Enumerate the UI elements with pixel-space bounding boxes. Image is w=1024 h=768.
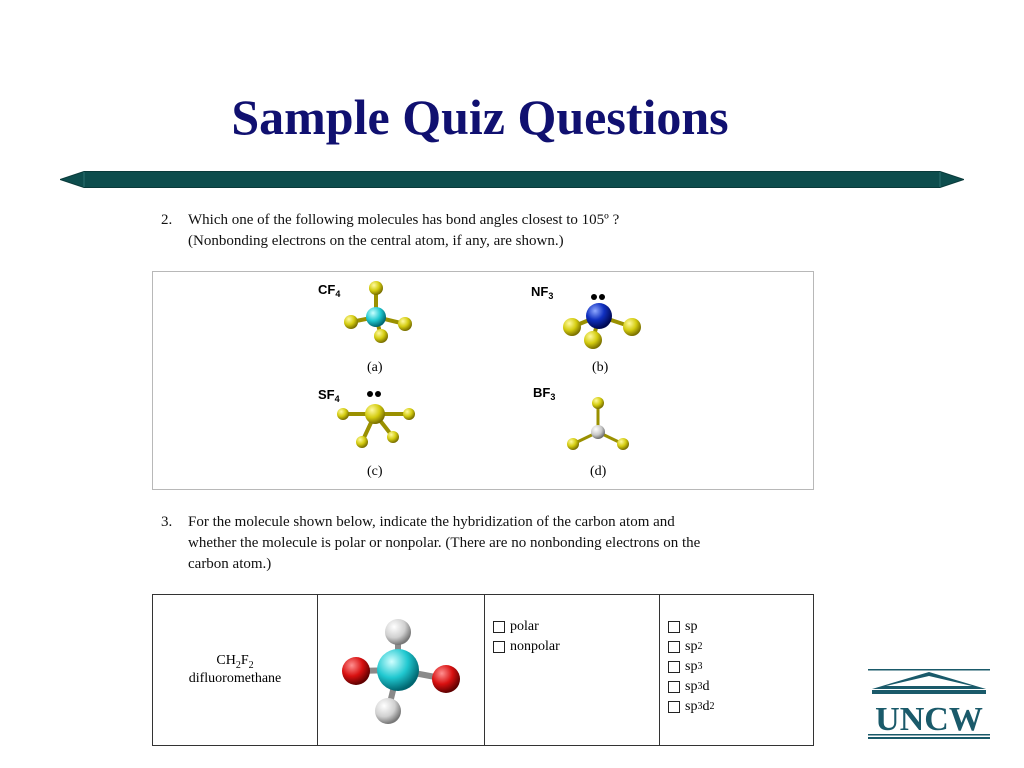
question-3-line-1: For the molecule shown below, indicate the hybridization of the carbon atom and xyxy=(188,514,675,530)
question-2-line-2: (Nonbonding electrons on the central atom, if any, are shown.) xyxy=(188,233,564,249)
hybridization-options-cell xyxy=(660,595,814,746)
molecule-b-nf3 xyxy=(531,284,641,375)
question-3-number: 3. xyxy=(161,514,173,530)
option-nonpolar[interactable]: nonpolar xyxy=(493,637,659,657)
option-sp[interactable]: sp xyxy=(668,617,813,637)
molecule-name-cell xyxy=(153,595,318,746)
molecule-a-formula: $CF_4$ xyxy=(318,282,341,299)
molecule-c-sf4 xyxy=(318,387,415,479)
molecule-image-cell xyxy=(318,595,485,746)
sp3d-checkbox[interactable] xyxy=(668,681,680,693)
uncw-logo xyxy=(868,669,990,743)
option-sp3d[interactable]: sp 3 d xyxy=(668,677,813,697)
option-sp3d2[interactable]: sp 3 d 2 xyxy=(668,697,813,717)
question-2 xyxy=(161,210,861,254)
molecule-c-formula: $SF_4$ xyxy=(318,387,340,404)
sp2-checkbox[interactable] xyxy=(668,641,680,653)
nonpolar-checkbox[interactable] xyxy=(493,641,505,653)
molecule-c-label: (c) xyxy=(367,464,383,479)
question-3-answer-table xyxy=(152,594,814,746)
question-2-line-1: Which one of the following molecules has bond angles closest to 105º ? xyxy=(188,212,620,228)
polar-checkbox[interactable] xyxy=(493,621,505,633)
option-polar[interactable]: polar xyxy=(493,617,659,637)
title-divider-bar xyxy=(60,171,964,188)
question-3-line-3: carbon atom.) xyxy=(188,556,272,572)
molecule-options-panel xyxy=(152,271,814,490)
sp3-checkbox[interactable] xyxy=(668,661,680,673)
molecule-formula: $CH_2F_2$ xyxy=(216,653,254,671)
molecule-a-cf4 xyxy=(318,281,412,375)
molecule-b-formula: $NF_3$ xyxy=(531,284,554,301)
molecule-b-label: (b) xyxy=(592,360,609,375)
sp-checkbox[interactable] xyxy=(668,621,680,633)
sp3d2-checkbox[interactable] xyxy=(668,701,680,713)
molecule-d-formula: $BF_3$ xyxy=(533,385,556,402)
difluoromethane-model xyxy=(318,595,484,740)
question-3 xyxy=(161,512,861,576)
uncw-logo-text: UNCW xyxy=(875,701,983,738)
slide-title: Sample Quiz Questions xyxy=(231,89,729,145)
question-3-line-2: whether the molecule is polar or nonpolar. (There are no nonbonding electrons on the xyxy=(188,535,701,551)
molecule-d-label: (d) xyxy=(590,464,607,479)
option-sp2[interactable]: sp 2 xyxy=(668,637,813,657)
polarity-options-cell xyxy=(485,595,660,746)
molecule-name: difluoromethane xyxy=(188,670,282,686)
option-sp3[interactable]: sp 3 xyxy=(668,657,813,677)
molecule-d-bf3 xyxy=(533,385,629,479)
molecule-a-label: (a) xyxy=(367,360,383,375)
question-2-number: 2. xyxy=(161,212,173,228)
